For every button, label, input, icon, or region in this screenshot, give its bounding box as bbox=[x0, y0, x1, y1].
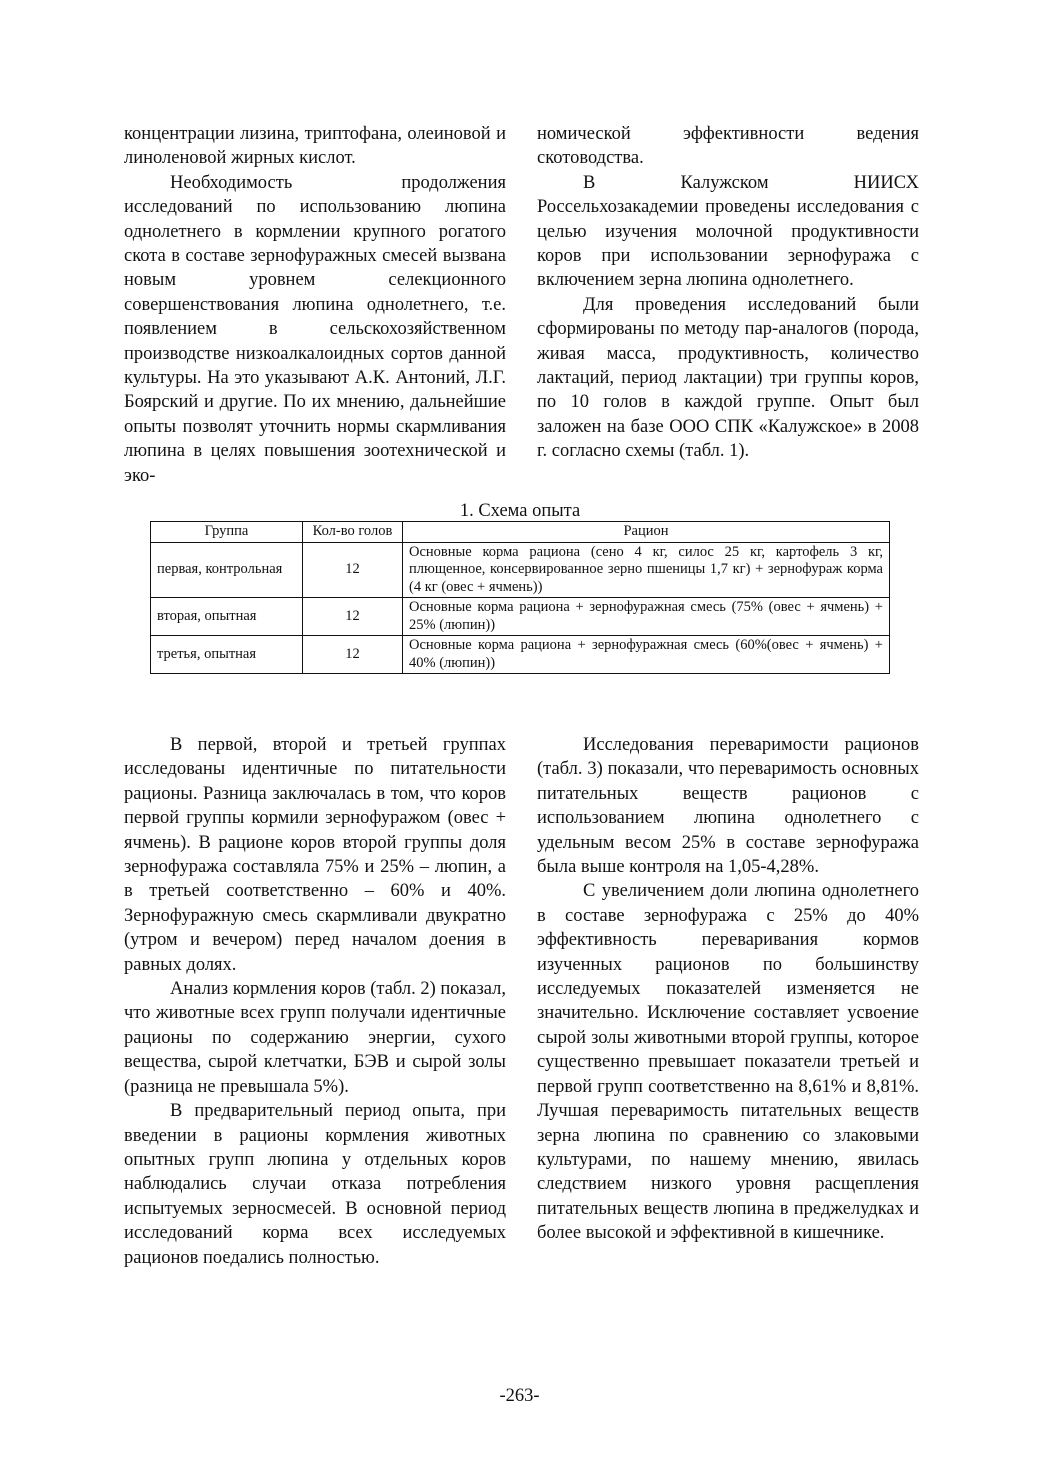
table-caption: 1. Схема опыта bbox=[459, 501, 581, 521]
paragraph: номической эффективности ведения скотоводства. bbox=[537, 124, 919, 169]
cell-ration: Основные корма рациона (сено 4 кг, силос 25 кг, картофель 3 кг, плющенное, консервированное зерно пшеницы 1,7 кг) + зернофураж корма (4 кг (овес + ячмень)) bbox=[403, 542, 890, 598]
cell-count: 12 bbox=[303, 598, 403, 636]
paragraph: Необходимость продолжения исследований по использованию люпина однолетнего в кормлении крупного рогатого скота в составе зернофуражных смесей вызвана новым уровнем селекционного совершенствования люпина однолетнего, т.е. появлением в сельскохозяйственном производстве низкоалкалоидных сортов данной культуры. На это указывают А.К. Антоний, Л.Г. Боярский и другие. По их мнению, дальнейшие опыты позволят уточнить нормы скармливания люпина в целях повышения зоотехнической и эко- bbox=[124, 172, 506, 486]
cell-group: вторая, опытная bbox=[151, 598, 303, 636]
text-column-top-left bbox=[124, 122, 506, 488]
experiment-scheme-table bbox=[150, 521, 890, 674]
paragraph: В Калужском НИИСХ Россельхозакадемии проведены исследования с целью изучения молочной продуктивности коров при использовании зернофуража с включением зерна люпина однолетнего. bbox=[537, 172, 919, 291]
paragraph: Анализ кормления коров (табл. 2) показал, что животные всех групп получали идентичные рационы по содержанию энергии, сухого вещества, сырой клетчатки, БЭВ и сырой золы (разница не превышала 5%). bbox=[124, 979, 506, 1097]
cell-group: третья, опытная bbox=[151, 636, 303, 674]
table-row bbox=[151, 598, 890, 636]
cell-count: 12 bbox=[303, 542, 403, 598]
paragraph: Для проведения исследований были сформированы по методу пар-аналогов (порода, живая масса, продуктивность, количество лактаций, период лактации) три группы коров, по 10 голов в каждой группе. Опыт был заложен на базе ООО СПК «Калужское» в 2008 г. согласно схемы (табл. 1). bbox=[537, 294, 919, 462]
paragraph: В предварительный период опыта, при введении в рационы кормления животных опытных групп люпина у отдельных коров наблюдались случаи отказа потребления испытуемых зерносмесей. В основной период исследований корма всех исследуемых рационов поедались полностью. bbox=[124, 1101, 506, 1268]
paragraph: В первой, второй и третьей группах исследованы идентичные по питательности рационы. Разница заключалась в том, что коров первой группы кормили зернофуражом (овес + ячмень). В рационе коров второй группы доля зернофуража составляла 75% и 25% – люпин, а в третьей соответственно – 60% и 40%. Зернофуражную смесь скармливали двукратно (утром и вечером) перед началом доения в равных долях. bbox=[124, 735, 506, 975]
text-column-top-right bbox=[537, 122, 919, 464]
cell-count: 12 bbox=[303, 636, 403, 674]
text-column-bottom-right bbox=[537, 733, 919, 1246]
cell-ration: Основные корма рациона + зернофуражная смесь (60%(овес + ячмень) + 40% (люпин)) bbox=[403, 636, 890, 674]
header-ration: Рацион bbox=[403, 522, 890, 543]
table-row bbox=[151, 542, 890, 598]
paragraph: С увеличением доли люпина однолетнего в составе зернофуража с 25% до 40% эффективность переваривания кормов изученных рационов по большинству исследуемых показателей изменяется не значительно. Исключение составляет усвоение сырой золы животными второй группы, которое существенно превышает показатели третьей и первой групп соответственно на 8,61% и 8,81%. Лучшая переваримость питательных веществ зерна люпина по сравнению со злаковыми культурами, по нашему мнению, явилась следствием низкого уровня расщепления питательных веществ люпина в преджелудках и более высокой и эффективной в кишечнике. bbox=[537, 881, 919, 1244]
cell-group: первая, контрольная bbox=[151, 542, 303, 598]
header-group: Группа bbox=[151, 522, 303, 543]
header-count: Кол-во голов bbox=[303, 522, 403, 543]
page-number: -263- bbox=[499, 1386, 540, 1406]
table-header-row bbox=[151, 522, 890, 543]
paragraph: концентрации лизина, триптофана, олеиновой и линоленовой жирных кислот. bbox=[124, 124, 506, 169]
paragraph: Исследования переваримости рационов (табл. 3) показали, что переваримость основных питательных веществ рационов с использованием люпина однолетнего с удельным весом 25% в составе зернофуража была выше контроля на 1,05-4,28%. bbox=[537, 735, 919, 878]
text-column-bottom-left bbox=[124, 733, 506, 1270]
cell-ration: Основные корма рациона + зернофуражная смесь (75% (овес + ячмень) + 25% (люпин)) bbox=[403, 598, 890, 636]
table-row bbox=[151, 636, 890, 674]
